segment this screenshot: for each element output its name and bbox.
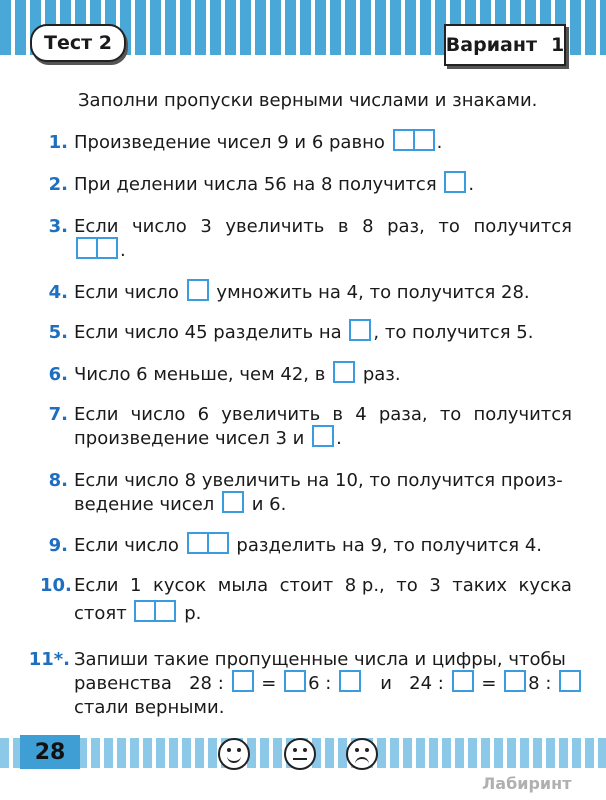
answer-box[interactable] xyxy=(222,491,244,513)
equation-part: 28 : xyxy=(189,673,224,694)
task-text-end: разделить на 9, то получится 4. xyxy=(236,535,542,556)
task-text-end: и 6. xyxy=(251,494,287,515)
equation-part: 24 : xyxy=(409,673,444,694)
task-text: Если число xyxy=(74,282,179,303)
task-text: ведение чисел xyxy=(74,494,215,515)
word: куска xyxy=(518,575,572,596)
task-number: 3. xyxy=(48,216,68,237)
word: то xyxy=(439,404,462,425)
test-label: Тест 2 xyxy=(44,32,112,54)
task-text: Если число xyxy=(74,535,179,556)
task-text: Произведение чисел 9 и 6 равно xyxy=(74,132,385,153)
word: мыла xyxy=(217,575,269,596)
task-text: Если число 45 разделить на xyxy=(74,322,342,343)
answer-box[interactable] xyxy=(284,670,306,692)
word: увеличить xyxy=(221,404,321,425)
task-text-end: р. xyxy=(184,603,202,624)
word: число xyxy=(132,216,187,237)
task-text-end: раз. xyxy=(362,364,401,385)
answer-box[interactable] xyxy=(232,670,254,692)
answer-box[interactable] xyxy=(187,279,209,301)
equals-sign: = xyxy=(481,673,497,694)
task-text: При делении числа 56 на 8 получится xyxy=(74,174,437,195)
task-number: 5. xyxy=(48,322,68,343)
answer-box[interactable] xyxy=(559,670,581,692)
word: 8 р., xyxy=(344,575,385,596)
word: 3 xyxy=(200,216,212,237)
task-line-justified xyxy=(74,571,572,601)
task-text: Если число 8 увеличить на 10, то получится произ- xyxy=(74,470,563,491)
answer-box[interactable] xyxy=(312,425,334,447)
word: кусок xyxy=(152,575,207,596)
word: увеличить xyxy=(225,216,325,237)
word: 8 xyxy=(362,216,374,237)
equation-part: 6 : xyxy=(308,673,332,694)
word: 4 xyxy=(355,404,367,425)
answer-box[interactable] xyxy=(339,670,361,692)
task-text-end: . xyxy=(120,240,126,261)
instruction: Заполни пропуски верными числами и знаками. xyxy=(78,90,538,111)
word: раз, xyxy=(387,216,425,237)
answer-box[interactable] xyxy=(452,670,474,692)
word: раза, xyxy=(378,404,428,425)
task-text-end: умножить на 4, то получится 28. xyxy=(216,282,530,303)
task-number: 6. xyxy=(48,364,68,385)
task-text-end: . xyxy=(436,132,443,153)
task-text-end: . xyxy=(468,174,475,195)
task-text: стали верными. xyxy=(74,697,225,718)
word: то xyxy=(438,216,460,237)
task-number: 11*. xyxy=(28,649,70,670)
task-number: 1. xyxy=(48,132,68,153)
task-line-justified xyxy=(74,212,572,242)
equation-part: 8 : xyxy=(528,673,552,694)
answer-box[interactable] xyxy=(333,361,355,383)
answer-box-double[interactable] xyxy=(134,600,176,622)
conjunction: и xyxy=(380,673,392,694)
task-number: 4. xyxy=(48,282,68,303)
answer-box-double[interactable] xyxy=(393,129,435,151)
task-number: 9. xyxy=(48,535,68,556)
task-text-end: , то получится 5. xyxy=(373,322,534,343)
neutral-face-icon[interactable] xyxy=(284,738,316,770)
equals-sign: = xyxy=(261,673,277,694)
task-number: 10. xyxy=(40,575,72,596)
task-number: 8. xyxy=(48,470,68,491)
word: Если xyxy=(74,404,119,425)
word: стоит xyxy=(279,575,334,596)
word: в xyxy=(332,404,344,425)
word: Если xyxy=(74,575,119,596)
word: таких xyxy=(452,575,508,596)
task-text: Запиши такие пропущенные числа и цифры, чтобы xyxy=(74,649,566,670)
variant-number: 1 xyxy=(550,34,565,56)
sad-face-icon[interactable] xyxy=(346,738,378,770)
word: в xyxy=(337,216,349,237)
answer-box[interactable] xyxy=(504,670,526,692)
word: 3 xyxy=(429,575,441,596)
answer-box[interactable] xyxy=(444,171,466,193)
page-number: 28 xyxy=(20,735,80,769)
happy-face-icon[interactable] xyxy=(218,738,250,770)
variant-label: Вариант xyxy=(445,34,537,56)
word: Если xyxy=(74,216,119,237)
task-text: равенства xyxy=(74,673,172,694)
variant-box xyxy=(444,24,566,66)
watermark: Лабиринт xyxy=(482,774,572,793)
task-text: произведение чисел 3 и xyxy=(74,428,305,449)
answer-box[interactable] xyxy=(349,319,371,341)
answer-box-double[interactable] xyxy=(76,237,118,259)
word: 6 xyxy=(197,404,210,425)
task-number: 2. xyxy=(48,174,68,195)
word: то xyxy=(396,575,418,596)
task-text: Число 6 меньше, чем 42, в xyxy=(74,364,326,385)
word: получится xyxy=(473,216,572,237)
answer-box-double[interactable] xyxy=(187,532,229,554)
word: 1 xyxy=(130,575,142,596)
word: число xyxy=(130,404,186,425)
test-badge xyxy=(30,24,126,62)
task-number: 7. xyxy=(48,404,68,425)
task-text: стоят xyxy=(74,603,127,624)
task-text-end: . xyxy=(336,428,342,449)
word: получится xyxy=(473,404,572,425)
